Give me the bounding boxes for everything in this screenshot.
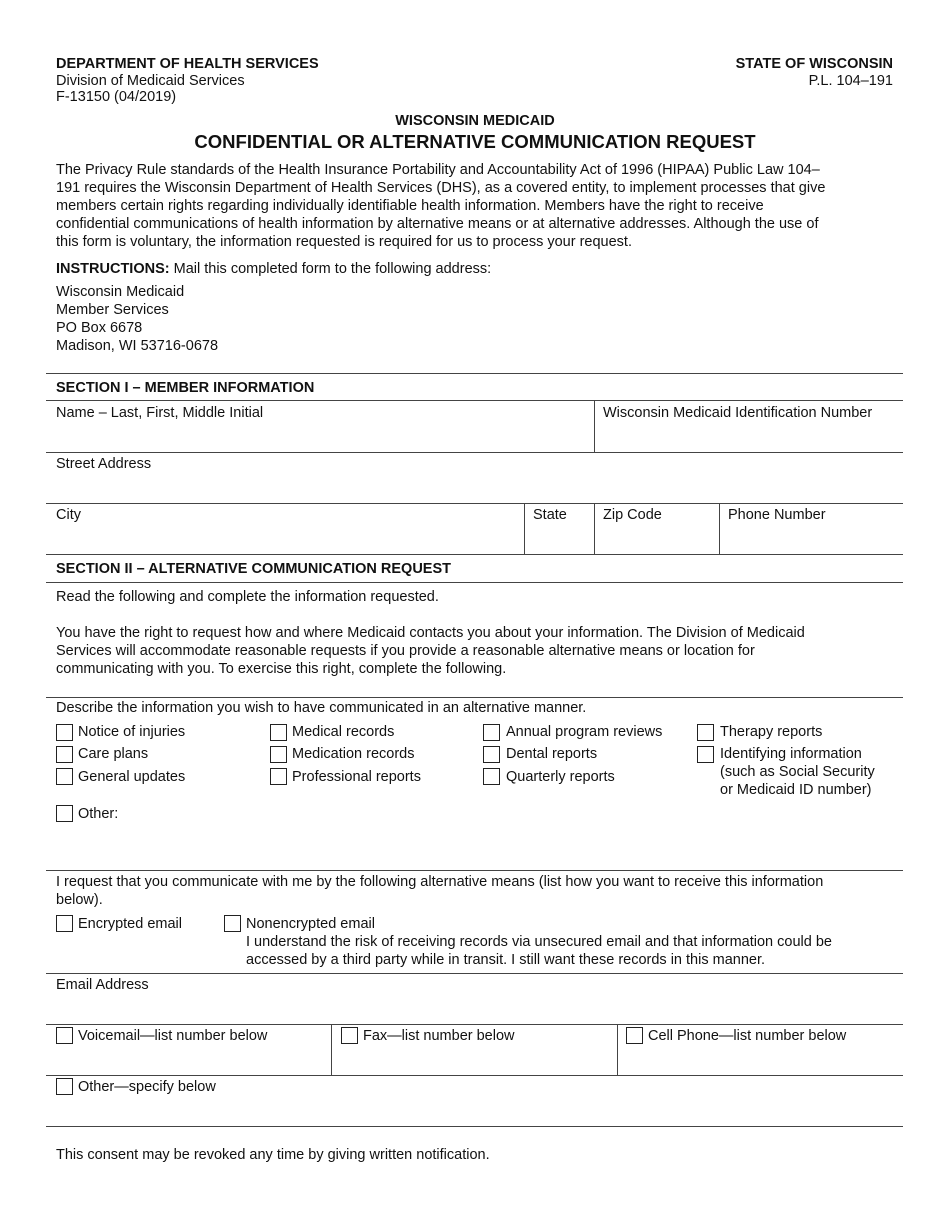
divider <box>46 373 903 374</box>
divider <box>331 1024 332 1075</box>
voicemail-label: Voicemail—list number below <box>78 1028 268 1044</box>
instructions <box>56 260 491 278</box>
divider <box>46 452 903 453</box>
phone-number-input[interactable] <box>728 526 900 552</box>
nonencrypted-email-note: I understand the risk of receiving records via unsecured email and that information could be <box>246 934 832 950</box>
identifying-information-note: or Medicaid ID number) <box>720 782 872 798</box>
care-plans-label: Care plans <box>78 746 149 762</box>
divider <box>46 973 903 974</box>
encrypted-email-checkbox[interactable] <box>56 915 73 932</box>
phone-number-label: Phone Number <box>728 507 826 523</box>
department-name: DEPARTMENT OF HEALTH SERVICES <box>56 56 319 72</box>
instructions-text: Mail this completed form to the following address: <box>169 261 492 277</box>
medicaid-id-label: Wisconsin Medicaid Identification Number <box>603 405 873 421</box>
other-means-input[interactable] <box>56 1099 900 1125</box>
rights-line: communicating with you. To exercise this right, complete the following. <box>56 661 507 677</box>
city-label: City <box>56 507 81 523</box>
fax-label: Fax—list number below <box>363 1028 515 1044</box>
nonencrypted-email-note: accessed by a third party while in transit. I still want these records in this manner. <box>246 952 766 968</box>
email-address-label: Email Address <box>56 977 149 993</box>
fax-checkbox[interactable] <box>341 1027 358 1044</box>
medication-records-label: Medication records <box>292 746 415 762</box>
intro-line: this form is voluntary, the information requested is required for us to process your request. <box>56 234 632 250</box>
address-line: Madison, WI 53716-0678 <box>56 338 219 354</box>
other-means-label: Other—specify below <box>78 1079 216 1095</box>
cell-phone-number-input[interactable] <box>626 1048 898 1074</box>
professional-reports-checkbox[interactable] <box>270 768 287 785</box>
divider <box>594 503 595 554</box>
consent-note: This consent may be revoked any time by giving written notification. <box>56 1147 490 1163</box>
mailing-address <box>56 283 218 355</box>
name-label: Name – Last, First, Middle Initial <box>56 405 264 421</box>
address-line: Wisconsin Medicaid <box>56 284 185 300</box>
therapy-reports-checkbox[interactable] <box>697 724 714 741</box>
public-law: P.L. 104–191 <box>808 73 893 89</box>
general-updates-label: General updates <box>78 769 186 785</box>
rights-paragraph <box>56 624 805 678</box>
read-instruction: Read the following and complete the information requested. <box>56 589 439 605</box>
divider <box>46 1024 903 1025</box>
identifying-information-checkbox[interactable] <box>697 746 714 763</box>
section2-title: SECTION II – ALTERNATIVE COMMUNICATION REQUEST <box>56 561 451 577</box>
divider <box>46 697 903 698</box>
state-name: STATE OF WISCONSIN <box>735 56 893 72</box>
nonencrypted-email-label: Nonencrypted email <box>246 916 375 932</box>
divider <box>46 1075 903 1076</box>
divider <box>617 1024 618 1075</box>
notice-of-injuries-checkbox[interactable] <box>56 724 73 741</box>
identifying-information-note: (such as Social Security <box>720 764 875 780</box>
general-updates-checkbox[interactable] <box>56 768 73 785</box>
fax-number-input[interactable] <box>341 1048 613 1074</box>
dental-reports-checkbox[interactable] <box>483 746 500 763</box>
division-name: Division of Medicaid Services <box>56 73 245 89</box>
medical-records-checkbox[interactable] <box>270 724 287 741</box>
notice-of-injuries-label: Notice of injuries <box>78 724 186 740</box>
form-number: F-13150 (04/2019) <box>56 89 177 105</box>
zip-code-input[interactable] <box>603 526 717 552</box>
address-line: PO Box 6678 <box>56 320 143 336</box>
page-title: CONFIDENTIAL OR ALTERNATIVE COMMUNICATION REQUEST <box>194 131 756 152</box>
intro-paragraph <box>56 161 825 251</box>
divider <box>46 582 903 583</box>
program-title: WISCONSIN MEDICAID <box>395 113 555 129</box>
intro-line: The Privacy Rule standards of the Health Insurance Portability and Accountability Act of 1996 (HIPAA) Public Law 104– <box>56 162 820 178</box>
quarterly-reports-checkbox[interactable] <box>483 768 500 785</box>
voicemail-checkbox[interactable] <box>56 1027 73 1044</box>
cell-phone-checkbox[interactable] <box>626 1027 643 1044</box>
professional-reports-label: Professional reports <box>292 769 421 785</box>
therapy-reports-label: Therapy reports <box>720 724 823 740</box>
cell-phone-label: Cell Phone—list number below <box>648 1028 847 1044</box>
divider <box>46 554 903 555</box>
encrypted-email-label: Encrypted email <box>78 916 182 932</box>
describe-instruction: Describe the information you wish to have communicated in an alternative manner. <box>56 700 587 716</box>
email-address-input[interactable] <box>56 996 900 1022</box>
medicaid-id-input[interactable] <box>603 424 897 450</box>
city-input[interactable] <box>56 526 520 552</box>
voicemail-number-input[interactable] <box>56 1048 328 1074</box>
divider <box>46 1126 903 1127</box>
other-info-checkbox[interactable] <box>56 805 73 822</box>
intro-line: 191 requires the Wisconsin Department of Health Services (DHS), as a covered entity, to implement processes that give <box>56 180 826 196</box>
state-input[interactable] <box>533 526 593 552</box>
other-info-label: Other: <box>78 806 119 822</box>
rights-line: You have the right to request how and where Medicaid contacts you about your information. The Division of Medicaid <box>56 625 805 641</box>
street-address-label: Street Address <box>56 456 152 472</box>
divider <box>524 503 525 554</box>
other-info-input[interactable] <box>130 803 894 825</box>
nonencrypted-email-checkbox[interactable] <box>224 915 241 932</box>
rights-line: Services will accommodate reasonable requests if you provide a reasonable alternative means or location for <box>56 643 755 659</box>
address-line: Member Services <box>56 302 169 318</box>
state-label: State <box>533 507 567 523</box>
street-address-input[interactable] <box>56 475 900 501</box>
request-line: I request that you communicate with me by the following alternative means (list how you want to receive this information <box>56 874 824 890</box>
medication-records-checkbox[interactable] <box>270 746 287 763</box>
divider <box>46 400 903 401</box>
annual-program-reviews-checkbox[interactable] <box>483 724 500 741</box>
divider <box>719 503 720 554</box>
zip-code-label: Zip Code <box>603 507 662 523</box>
identifying-information-label: Identifying information <box>720 746 862 762</box>
divider <box>46 503 903 504</box>
instructions-label: INSTRUCTIONS: <box>56 261 170 277</box>
name-input[interactable] <box>56 424 590 450</box>
request-line: below). <box>56 892 103 908</box>
section1-title: SECTION I – MEMBER INFORMATION <box>56 380 315 396</box>
divider <box>46 870 903 871</box>
annual-program-reviews-label: Annual program reviews <box>506 724 663 740</box>
medical-records-label: Medical records <box>292 724 395 740</box>
intro-line: confidential communications of health information by alternative means or at alternative addresses. Although the use of <box>56 216 819 232</box>
quarterly-reports-label: Quarterly reports <box>506 769 615 785</box>
dental-reports-label: Dental reports <box>506 746 598 762</box>
intro-line: members certain rights regarding individually identifiable health information. Members have the right to receive <box>56 198 764 214</box>
other-means-checkbox[interactable] <box>56 1078 73 1095</box>
divider <box>594 400 595 452</box>
request-paragraph <box>56 873 823 909</box>
care-plans-checkbox[interactable] <box>56 746 73 763</box>
